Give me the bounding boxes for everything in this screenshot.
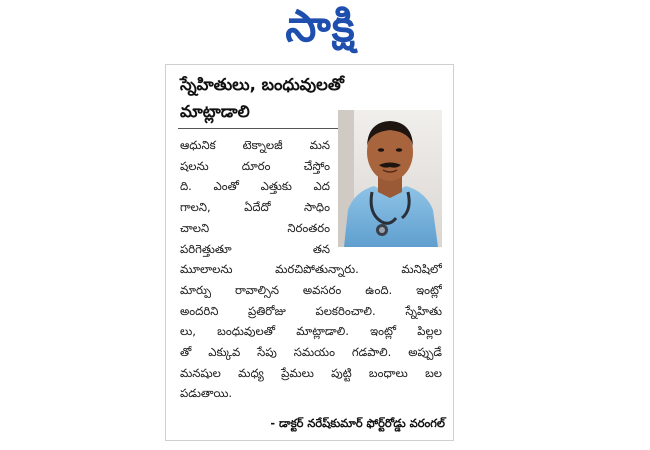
article-body	[180, 135, 442, 404]
body-line: అందరిని ప్రతిరోజు పలకరించాలి. స్నేహితు	[180, 303, 442, 318]
headline-line-1: స్నేహితులు, బంధువులతో	[180, 75, 344, 94]
body-line: తో ఎక్కువ సేపు సమయం గడపాలి. అప్పుడే	[180, 345, 442, 360]
body-line: మార్పు రావాల్సిన అవసరం ఉంది. ఇంట్లో	[180, 282, 442, 297]
body-line: లు, బంధువులతో మాట్లాడాలి. ఇంట్లో పిల్లల	[180, 324, 442, 339]
body-line: చాలని నిరంతరం	[180, 220, 330, 235]
body-line: ది. ఎంతో ఎత్తుకు ఎద	[180, 179, 330, 194]
body-line: పరిగెత్తుతూ తన	[180, 241, 330, 256]
news-clipping	[165, 64, 454, 441]
article-byline: - డాక్టర్ నరేష్‌కుమార్ ఫోర్ట్‌రోడ్డు వరంగల్	[270, 416, 445, 430]
body-line: మనషుల మధ్య ప్రేమలు పుట్టి బంధాలు బల	[180, 365, 442, 380]
body-line: మూలాలను మరచిపోతున్నారు. మనిషిలో	[180, 262, 442, 277]
body-line: షలను దూరం చేస్తోం	[180, 158, 330, 173]
headline-line-2: మాట్లాడాలి	[180, 102, 250, 121]
newspaper-logo: సాక్షి	[285, 1, 356, 52]
body-line: పడుతాయి.	[180, 386, 233, 401]
body-line: ఆధునిక టెక్నాలజీ మన	[180, 138, 330, 152]
body-line: గాలని, ఏదేదో సాధిం	[180, 200, 330, 215]
